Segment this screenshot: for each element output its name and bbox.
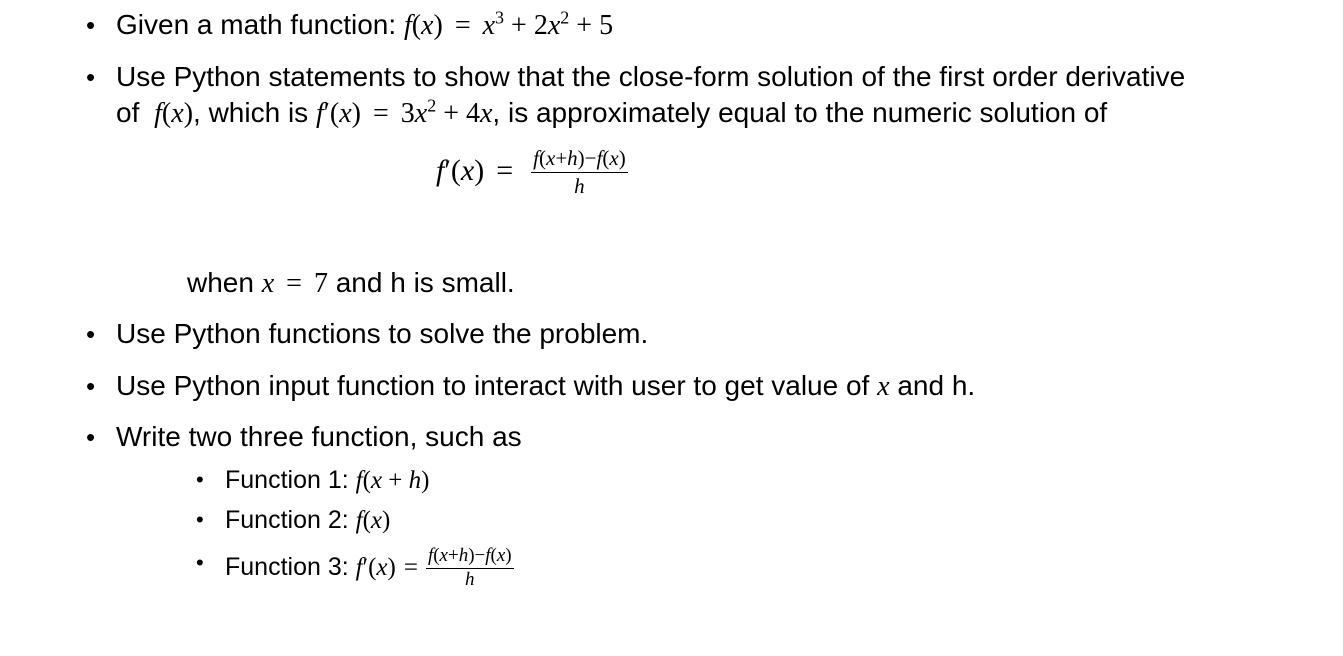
derivative-formula: f′(x) = xyxy=(355,554,418,582)
f-x-plus-h-formula: f(x + h) xyxy=(355,467,430,494)
bullet-text: Write two three function, such as xyxy=(116,421,522,452)
sub-bullet-marker: • xyxy=(196,467,204,492)
derivative-closed-form-formula: $f'(x) = 3x^2 + 4x$ xyxy=(315,95,493,129)
condition-line: when x = 7 and h is small. xyxy=(187,267,515,299)
bullet-marker: • xyxy=(86,62,96,92)
numeric-derivative-formula: f′(x) = $\frac{f(x+h)-f(x)}{h}$ xyxy=(436,146,626,198)
bullet-text: Use Python statements to show that the close-form solution of the first order derivative xyxy=(116,61,1186,92)
x-variable: x xyxy=(877,371,890,402)
function-definition-formula: $f(x) = x^3 + 2x^2 + 5$ xyxy=(403,7,614,41)
difference-quotient: $\frac{f(x+h)-f(x)}{h}$ xyxy=(533,146,626,198)
sub-bullet-marker: • xyxy=(196,507,204,532)
bullet-text: Use Python functions to solve the problem. xyxy=(116,318,649,349)
difference-quotient-small: $\frac{f(x+h)-f(x)}{h}$ xyxy=(427,545,512,590)
bullet-marker: • xyxy=(86,371,96,401)
x-equals-7-formula: x = 7 xyxy=(261,268,328,299)
f-x-formula: f(x) xyxy=(355,507,391,534)
bullet-marker: • xyxy=(86,319,96,349)
bullet-marker: • xyxy=(86,422,96,452)
bullet-text: Given a math function: xyxy=(116,9,404,40)
bullet-marker: • xyxy=(86,10,96,40)
sub-bullet-marker: • xyxy=(196,550,204,575)
fx-formula: f(x) xyxy=(147,98,194,129)
